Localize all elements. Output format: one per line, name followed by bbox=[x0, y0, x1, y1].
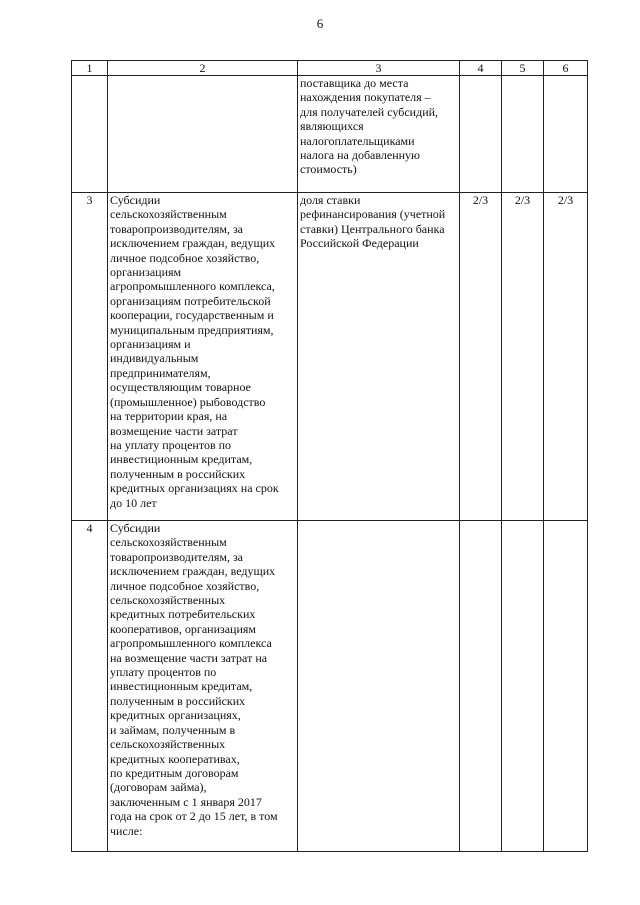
value-cell-col4 bbox=[460, 76, 502, 193]
value-cell-col4 bbox=[460, 521, 502, 852]
table-header bbox=[72, 61, 588, 76]
row-number-cell bbox=[72, 76, 108, 193]
column-header: 5 bbox=[502, 61, 544, 76]
value-cell-col6: 2/3 bbox=[544, 193, 588, 521]
value-cell-col5: 2/3 bbox=[502, 193, 544, 521]
value-cell-col4: 2/3 bbox=[460, 193, 502, 521]
table-row bbox=[72, 76, 588, 193]
table-row bbox=[72, 521, 588, 852]
table-row bbox=[72, 193, 588, 521]
column-header: 1 bbox=[72, 61, 108, 76]
column-header: 3 bbox=[298, 61, 460, 76]
row-number-cell: 4 bbox=[72, 521, 108, 852]
value-cell-col5 bbox=[502, 521, 544, 852]
column-header: 4 bbox=[460, 61, 502, 76]
rate-basis-cell: доля ставки рефинансирования (учетной ставки) Центрального банка Российской Федерации bbox=[298, 193, 460, 521]
subsidy-name-cell: Субсидии сельскохозяйственным товаропроизводителям, за исключением граждан, ведущих личное подсобное хозяйство, сельскохозяйственных кредитных потребительских кооперативов, организациям агропромышленного комплекса на возмещение части затрат на уплату процентов по инвестиционным кредитам, полученным в российских кредитных организациях, и займам, полученным в сельскохозяйственных кредитных кооперативах, по кредитным договорам (договорам займа), заключенным с 1 января 2017 года на срок от 2 до 15 лет, в том числе: bbox=[108, 521, 298, 852]
column-header: 6 bbox=[544, 61, 588, 76]
rate-basis-cell: поставщика до места нахождения покупателя – для получателей субсидий, являющихся налогоплательщиками налога на добавленную стоимость) bbox=[298, 76, 460, 193]
subsidy-name-cell bbox=[108, 76, 298, 193]
page-number: 6 bbox=[316, 16, 324, 31]
header-row bbox=[72, 61, 588, 76]
value-cell-col5 bbox=[502, 76, 544, 193]
value-cell-col6 bbox=[544, 76, 588, 193]
subsidy-name-cell: Субсидии сельскохозяйственным товаропроизводителям, за исключением граждан, ведущих личное подсобное хозяйство, организациям агропромышленного комплекса, организациям потребительской кооперации, государственным и муниципальным предприятиям, организациям и индивидуальным предпринимателям, осуществляющим товарное (промышленное) рыбоводство на территории края, на возмещение части затрат на уплату процентов по инвестиционным кредитам, полученным в российских кредитных организациях на срок до 10 лет bbox=[108, 193, 298, 521]
subsidy-table bbox=[71, 60, 588, 852]
rate-basis-cell bbox=[298, 521, 460, 852]
value-cell-col6 bbox=[544, 521, 588, 852]
column-header: 2 bbox=[108, 61, 298, 76]
row-number-cell: 3 bbox=[72, 193, 108, 521]
